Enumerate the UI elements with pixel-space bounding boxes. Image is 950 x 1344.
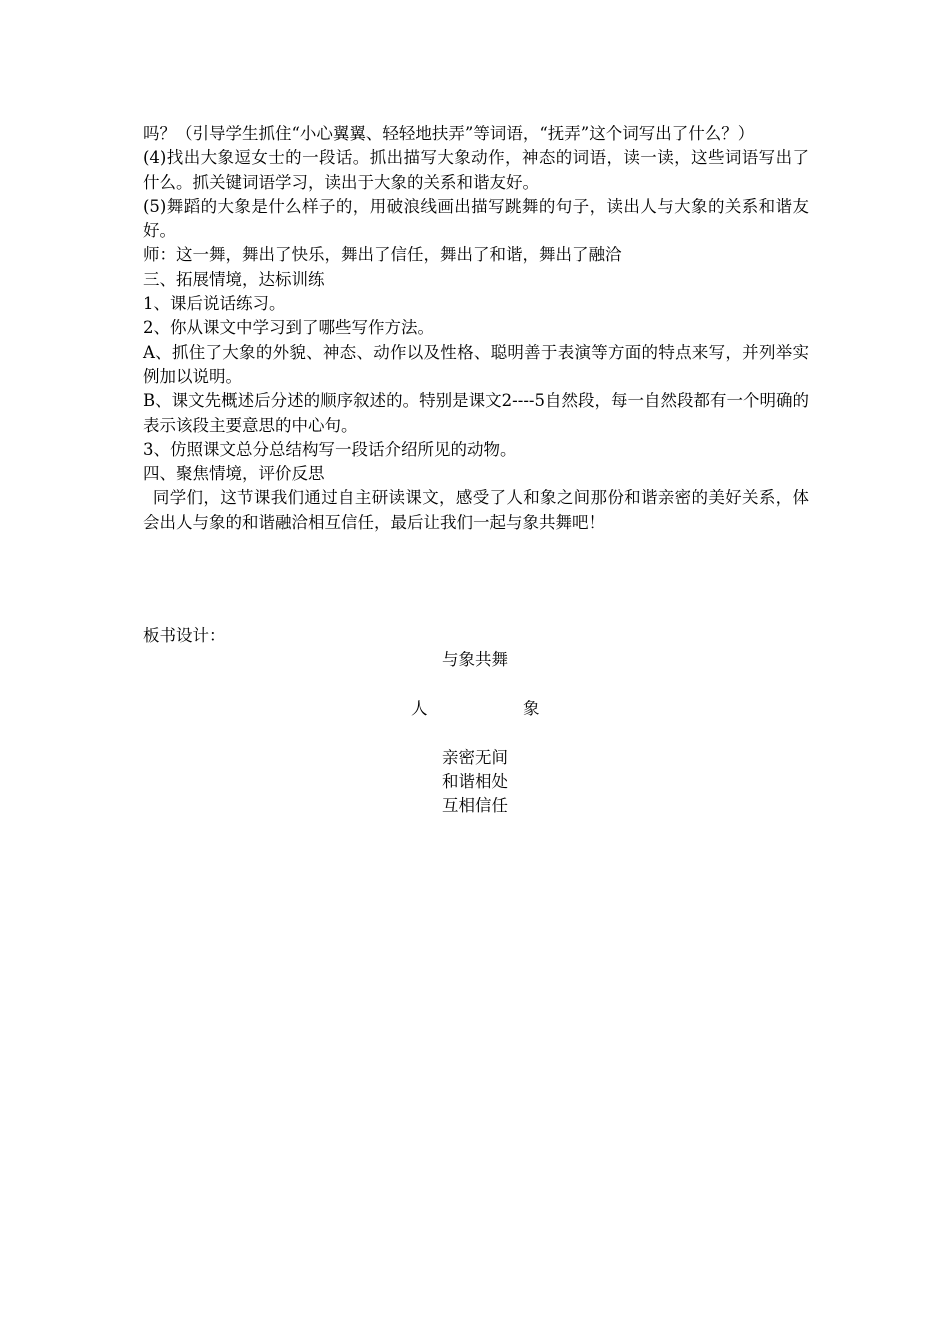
paragraph-closing: 同学们，这节课我们通过自主研读课文，感受了人和象之间那份和谐亲密的美好关系，体会出人与象的和谐融洽相互信任，最后让我们一起与象共舞吧！ xyxy=(143,488,809,532)
paragraph-item-2: 2、你从课文中学习到了哪些写作方法。 xyxy=(143,318,434,338)
board-title: 与象共舞 xyxy=(442,650,508,669)
paragraph-item-b: B、课文先概述后分述的顺序叙述的。特别是课文2----5自然段，每一自然段都有一个明确的表示该段主要意思的中心句。 xyxy=(143,391,809,435)
board-design-label: 板书设计： xyxy=(143,626,226,645)
section-heading-extension: 三、拓展情境，达标训练 xyxy=(143,269,325,289)
section-heading-reflection: 四、聚焦情境，评价反思 xyxy=(143,464,325,484)
paragraph-item-1: 1、课后说话练习。 xyxy=(143,294,286,314)
paragraph-question-continuation: 吗？（引导学生抓住“小心翼翼、轻轻地扶弄”等词语，“抚弄”这个词写出了什么？） xyxy=(143,124,755,143)
board-item: 亲密无间 xyxy=(442,748,508,767)
paragraph-step-4: (4)找出大象逗女士的一段话。抓出描写大象动作，神态的词语，读一读，这些词语写出了什么。抓关键词语学习，读出于大象的关系和谐友好。 xyxy=(143,148,809,192)
board-item: 互相信任 xyxy=(442,796,508,815)
board-left-term: 人 xyxy=(411,699,428,718)
board-right-term: 象 xyxy=(523,699,540,718)
paragraph-step-5: (5)舞蹈的大象是什么样子的，用破浪线画出描写跳舞的句子，读出人与大象的关系和谐友好。 xyxy=(143,196,809,241)
board-item: 和谐相处 xyxy=(442,772,508,791)
paragraph-teacher-remark: 师：这一舞，舞出了快乐，舞出了信任，舞出了和谐，舞出了融洽 xyxy=(143,245,622,265)
board-relationship-list xyxy=(0,746,950,818)
paragraph-item-a: A、抓住了大象的外貌、神态、动作以及性格、聪明善于表演等方面的特点来写，并列举实例加以说明。 xyxy=(143,342,809,386)
paragraph-item-3: 3、仿照课文总分总结构写一段话介绍所见的动物。 xyxy=(143,439,517,459)
lesson-body xyxy=(143,122,809,535)
